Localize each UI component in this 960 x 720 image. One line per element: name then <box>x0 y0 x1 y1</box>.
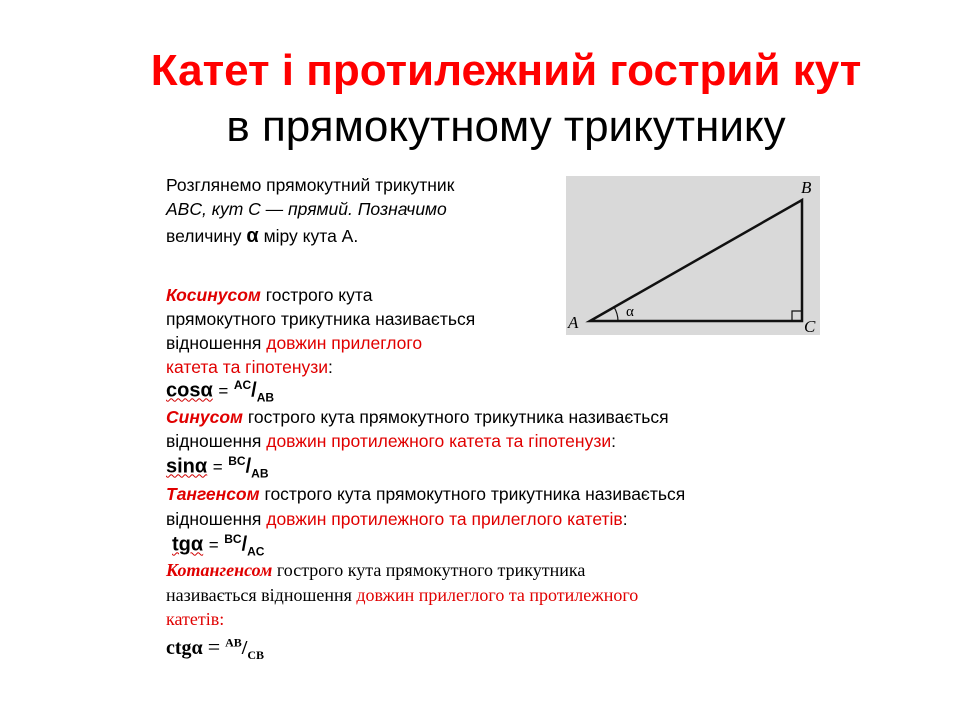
triangle-diagram <box>566 176 820 335</box>
sine-line-2: відношення довжин протилежного катета та гіпотенузи: <box>166 431 616 451</box>
vertex-label-a: A <box>568 313 579 332</box>
tangent-line-1: Тангенсом гострого кута прямокутного трикутника називається <box>166 484 686 504</box>
intro-line-1: Розглянемо прямокутний трикутник <box>166 175 455 195</box>
cosine-formula: $\cos\alpha = ^{AC}/_{AB}$ <box>166 378 275 405</box>
sine-formula: $\sin\alpha = ^{BC}/_{AB}$ <box>166 454 269 481</box>
vertex-label-c: C <box>804 317 816 335</box>
vertex-label-b: B <box>801 178 812 197</box>
intro-line-2: ABC, кут С — прямий. Позначимо <box>166 199 447 219</box>
slide-title: Катет і протилежний гострий кут <box>150 46 862 95</box>
cotangent-line-3: катетів: <box>166 609 225 629</box>
cosine-line-4: катета та гіпотенузи: <box>166 357 333 377</box>
figure-background <box>566 176 820 335</box>
sine-line-1: Синусом гострого кута прямокутного трикутника називається <box>166 407 669 427</box>
cotangent-line-2: називається відношення довжин прилеглого та протилежного <box>166 585 639 605</box>
tangent-formula: $tg\alpha = ^{BC}/_{AC}$ <box>172 532 265 559</box>
cotangent-line-1: Котангенсом гострого кута прямокутного трикутника <box>166 560 586 580</box>
intro-line-3: величину α міру кута A. <box>166 225 359 247</box>
cotangent-formula: $ctg\alpha = ^{AB}/_{CB}$ <box>166 634 265 662</box>
tangent-line-2: відношення довжин протилежного та прилеглого катетів: <box>166 509 628 529</box>
slide-subtitle: в прямокутному трикутнику <box>226 102 786 151</box>
cosine-line-2: прямокутного трикутника називається <box>166 309 476 329</box>
angle-label-alpha: α <box>626 304 634 320</box>
triangle-figure <box>566 176 820 335</box>
cosine-line-3: відношення довжин прилеглого <box>166 333 423 353</box>
cosine-line-1: Косинусом гострого кута <box>166 285 373 305</box>
